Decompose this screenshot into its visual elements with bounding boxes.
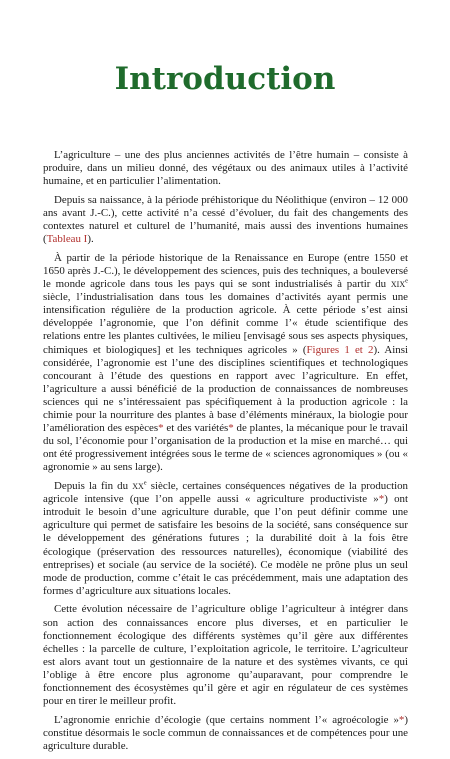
paragraph-6 [43,714,408,753]
paragraph-3-part-b: siècle, l’industrialisation dans tous les domaines d’activités ayant permis une intensification régulière de la production agricole. À cette période s’est ainsi développée l’agronomie, que l’on définit comme l’« étude scientifique des relations entre les plantes cultivées, le milieu [envisagé sous ses aspects physiques, chimiques et biologiques] et les techniques agricoles » ( [43,291,408,356]
paragraph-5-text: Cette évolution nécessaire de l’agriculture oblige l’agriculteur à intégrer dans son action des connaissances encore plus diverses, et en particulier le fonctionnement écologique des différents systèmes qu’il gère aux différentes échelles : la parcelle de culture, l’exploitation agricole, le territoire. L’agriculteur est alors avant tout un gestionnaire de la nature et des systèmes vivants, ce qui l’oblige à être encore plus agronome qu’auparavant, pour comprendre le fonctionnement des écosystèmes qu’il gère et agir en régulateur de ces systèmes pour en tirer le meilleur profit. [43,603,408,708]
paragraph-2-after: ). [87,233,94,246]
paragraph-4-part-c: ) ont introduit le besoin d’une agriculture durable, que l’on peut définir comme une agriculture qui permet de satisfaire les besoins de la société, sans conséquence sur le développement des générations futures ; la durabilité doit à la fois être écologique (préservation des ressources naturelles), économique (viabilité des entreprises) et sociale (au service de la société). Ce modèle ne prône plus un seul mode de production, comme c’était le cas précédemment, mais une adaptation des formes d’agriculture aux situations locales. [43,493,408,597]
century-19-sup: e [405,277,408,285]
figures-reference-link[interactable]: Figures 1 et 2 [306,343,374,356]
paragraph-2 [43,194,408,246]
table-reference-link[interactable]: Tableau I [46,233,88,246]
glossary-star-productiviste[interactable]: * [378,493,385,506]
paragraph-3-part-a: À partir de la période historique de la Renaissance en Europe (entre 1550 et 1650 après J.-C.), le développement des sciences, puis des techniques, a bouleversé le monde agricole dans tous les pays qui se sont industrialisés à partir du [43,251,408,291]
paragraph-4-part-a: Depuis la fin du [54,480,133,493]
paragraph-1 [43,149,408,188]
century-19: xix [390,278,406,291]
page-title: Introduction [114,61,336,97]
paragraph-3 [43,252,408,475]
glossary-star-varietes[interactable]: * [228,422,234,435]
body-text [43,149,408,759]
paragraph-1-text: L’agriculture – une des plus anciennes activités de l’être humain – consiste à produire, dans un milieu donné, des végétaux ou des animaux utiles à l’activité humaine, et en particulier l’alimentation. [43,149,408,188]
paragraph-4-part-b: siècle, certaines conséquences négatives de la production agricole intensive (que l’on appelle aussi « agriculture productiviste » [43,480,409,506]
century-20-sup: e [143,479,147,487]
paragraph-2-before: Depuis sa naissance, à la période préhistorique du Néolithique (environ – 12 000 ans avant J.-C.), cette activité n’a cessé d’évoluer, du fait des changements des contextes naturel et culturel de l’humanité, mais aussi des inventions humaines ( [43,193,408,246]
paragraph-3-part-c: ). Ainsi considérée, l’agronomie est l’une des disciplines scientifiques et technologiques concourant à l’étude des questions en rapport avec l’agriculture. En effet, l’agriculture a aussi bénéficié de la production de connaissances de nombreuses sciences qui ne s’intéressaient pas spécifiquement à la production agricole : la chimie pour la nourriture des plantes à base d’éléments minéraux, la biologie pour l’amélioration des espèces [43,343,409,435]
paragraph-6-part-a: L’agronomie enrichie d’écologie (que certains nomment l’« agroécologie » [54,713,399,726]
century-20: xx [132,480,144,493]
glossary-star-agroecologie[interactable]: * [398,713,405,726]
paragraph-3-part-e: de plantes, la mécanique pour le travail du sol, l’économie pour l’organisation de la production et la mise en marché… qui ont été progressivement intégrées sous le terme de « sciences agronomiques » (ou « agronomie » au sens large). [43,422,408,474]
paragraph-6-part-b: ) constitue désormais le socle commun de connaissances et de compétences pour une agriculture durable. [43,713,408,752]
paragraph-3-part-d: et des variétés [163,422,229,435]
paragraph-4 [43,480,408,598]
paragraph-5 [43,603,408,708]
glossary-star-especes[interactable]: * [158,422,164,435]
